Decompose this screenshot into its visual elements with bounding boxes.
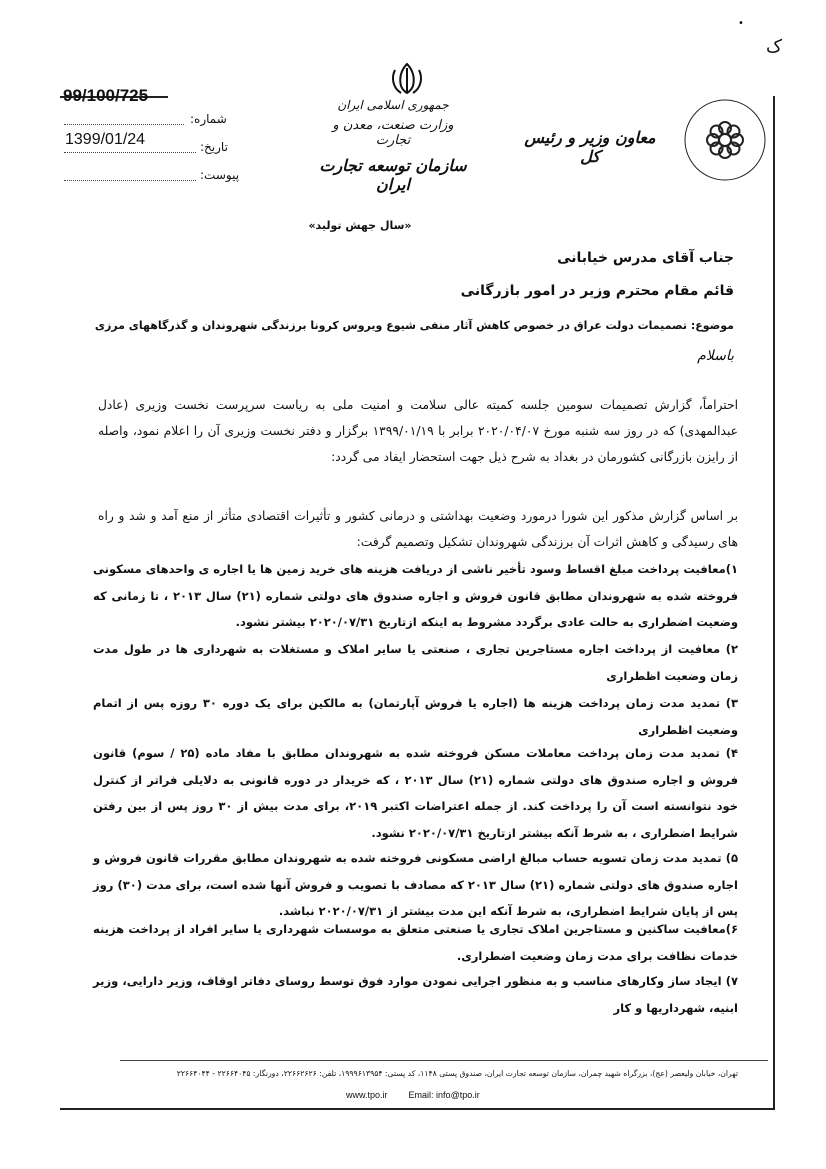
deputy-title: معاون وزیر و رئیس کل (524, 128, 656, 166)
decision-item: ۷) ایجاد ساز وکارهای مناسب و به منظور اجرایی نمودن موارد فوق توسط روسای دفاتر اوقاف، وزیر دارایی، وزیر ابنیه، شهرداریها و کار (93, 974, 738, 1015)
year-slogan: «سال جهش تولید» (308, 219, 412, 232)
reference-number: 99/100/725 (63, 86, 149, 105)
ministry-header (318, 64, 468, 194)
number-label: شماره: (190, 112, 227, 126)
handwritten-mark: ک (766, 36, 783, 57)
footer-contact (346, 1090, 480, 1100)
date-label: تاریخ: (200, 140, 228, 154)
decision-item: ۴) تمدید مدت زمان پرداخت معاملات مسکن فروخته شده به شهروندان مطابق با مفاد ماده (۲۵ / سوم) قانون فروش و اجاره صندوق های دولتی شماره (۲۱) سال ۲۰۱۳ ، که خریدار در دوره قانونی به دلایلی فراتر از کنترل خود نتوانسته است آن را پرداخت کند. از جمله اعتراضات اکتبر ۲۰۱۹، برای مدت بیش از ۳۰ روز پس از بین رفتن شرایط اضطراری ، به شرط آنکه بیشتر ازتاریخ ۲۰۲۰/۰۷/۳۱ نشود. (93, 746, 738, 840)
body-paragraph: احتراماً، گزارش تصمیمات سومین جلسه کمیته عالی سلامت و امنیت ملی به ریاست سرپرست نخست وزیری (عادل عبدالمهدی) که در روز سه شنبه مورخ ۲۰۲۰/۰۴/۰۷ برابر با ۱۳۹۹/۰۱/۱۹ برگزار و دفتر نخست وزیری آن را اعلام نمود، واصله از رایزن بازرگانی کشورمان در بغداد به شرح ذیل جهت استحضار ایفاد می گردد: (98, 398, 738, 464)
footer-email[interactable]: Email: info@tpo.ir (408, 1090, 480, 1100)
footer-website[interactable]: www.tpo.ir (346, 1090, 388, 1100)
greeting: باسلام (697, 348, 734, 364)
footer-address: تهران، خیابان ولیعصر (عج)، بزرگراه شهید چمران، سازمان توسعه تجارت ایران، صندوق پستی ۱۱۴۸، کد پستی: ۱۹۹۹۶۱۳۹۵۴، تلفن: ۲۲۶۶۲۶۲۶، دورنگار: ۲۲۶۶۴۰۴۵ - ۲۲۶۶۴۰۴۴ (176, 1069, 738, 1078)
body-paragraph: بر اساس گزارش مذکور این شورا درمورد وضعیت بهداشتی و درمانی کشور و تأثیرات اقتصادی متأثر از منع آمد و شد و راه های رسیدگی و کاهش اثرات آن برزندگی شهروندان تشکیل وتصمیم گرفت: (98, 509, 738, 549)
decision-item: ۵) تمدید مدت زمان تسویه حساب مبالغ اراضی مسکونی فروخته شده به شهروندان مطابق مقررات قانون فروش و اجاره صندوق های دولتی شماره (۲۱) سال ۲۰۱۳ که مصادف با تصویب و فروش آنها شده است، برای مدت (۳۰) روز پس از پایان شرایط اضطراری، به شرط آنکه این مدت بیشتر از ۲۰۲۰/۰۷/۳۱ نباشد. (93, 851, 738, 918)
addressee-title: قائم مقام محترم وزیر در امور بازرگانی (460, 283, 734, 299)
attachment-label: پیوست: (200, 168, 240, 182)
decision-item: ۱)معافیت پرداخت مبلغ اقساط وسود تأخیر ناشی از دریافت هزینه های خرید زمین ها یا اجاره ی واحدهای مسکونی فروخته شده به شهروندان مطابق قانون فروش و اجاره صندوق های دولتی شماره (۲۱) سال ۲۰۱۳ ، تا زمانی که وضعیت اضطراری به حالت عادی برگردد مشروط به اینکه ازتاریخ ۲۰۲۰/۰۷/۳۱ بیشتر نشود. (93, 562, 738, 629)
republic-name: جمهوری اسلامی ایران (337, 98, 449, 112)
date-value: 1399/01/24 (65, 131, 146, 148)
addressee-name: جناب آقای مدرس خیابانی (557, 250, 734, 266)
date-field-line (64, 152, 196, 153)
organization-name: سازمان توسعه تجارت ایران (319, 156, 467, 194)
decision-item: ۶)معافیت ساکنین و مستاجرین املاک تجاری یا صنعتی متعلق به موسسات شهرداری یا سایر افراد از پرداخت هزینه خدمات نظافت برای مدت زمان وضعیت اضطراری. (93, 922, 738, 963)
attachment-field-line (64, 180, 196, 181)
page-corner-mark: • (738, 18, 744, 29)
letter-subject: موضوع: تصمیمات دولت عراق در خصوص کاهش آثار منفی شیوع ویروس کرونا برزندگی شهروندان و گذرگاههای مرزی (94, 319, 734, 332)
footer-rule (120, 1060, 768, 1061)
number-field-line (64, 124, 184, 125)
tpo-logo-icon (680, 95, 770, 185)
decision-item: ۲) معافیت از پرداخت اجاره مستاجرین تجاری ، صنعتی یا سایر املاک و مستغلات به شهرداری ها در طول مدت زمان وضعیت اظطراری (93, 642, 738, 683)
decision-item: ۳) تمدید مدت زمان پرداخت هزینه ها (اجاره یا فروش آپارتمان) به مالکین برای یک دوره ۳۰ روزه پس از اتمام وضعیت اظطراری (93, 696, 739, 737)
ministry-name: وزارت صنعت، معدن و تجارت (332, 118, 454, 148)
